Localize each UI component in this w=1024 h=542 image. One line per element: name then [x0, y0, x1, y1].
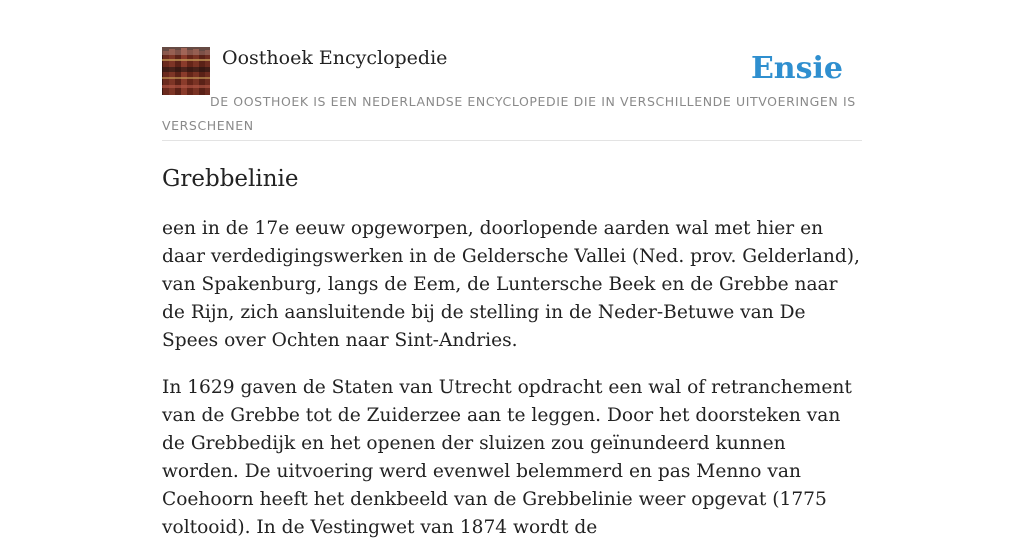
site-header	[162, 46, 862, 141]
encyclopedia-books-icon[interactable]	[162, 47, 210, 95]
article-paragraph-2: In 1629 gaven de Staten van Utrecht opdracht een wal of retranchement van de Grebbe tot de Zuiderzee aan te leggen. Door het doorsteken van de Grebbedijk en het openen der sluizen zou geïnundeerd kunnen worden. De uitvoering werd evenwel belemmerd en pas Menno van Coehoorn heeft het denkbeeld van de Grebbelinie weer opgevat (1775 voltooid). In de Vestingwet van 1874 wordt de	[162, 377, 852, 538]
brand-logo[interactable]: Ensie	[750, 51, 843, 86]
article	[162, 160, 864, 542]
site-tagline: DE OOSTHOEK IS EEN NEDERLANDSE ENCYCLOPEDIE DIE IN VERSCHILLENDE UITVOERINGEN IS VERSCHENEN	[162, 94, 856, 133]
article-title: Grebbelinie	[162, 166, 299, 192]
article-paragraph-1: een in de 17e eeuw opgeworpen, doorlopende aarden wal met hier en daar verdedigingswerken in de Geldersche Vallei (Ned. prov. Gelderland), van Spakenburg, langs de Eem, de Luntersche Beek en de Grebbe naar de Rijn, zich aansluitende bij de stelling in de Neder-Betuwe van De Spees over Ochten naar Sint-Andries.	[162, 218, 860, 351]
site-title[interactable]: Oosthoek Encyclopedie	[222, 47, 448, 69]
